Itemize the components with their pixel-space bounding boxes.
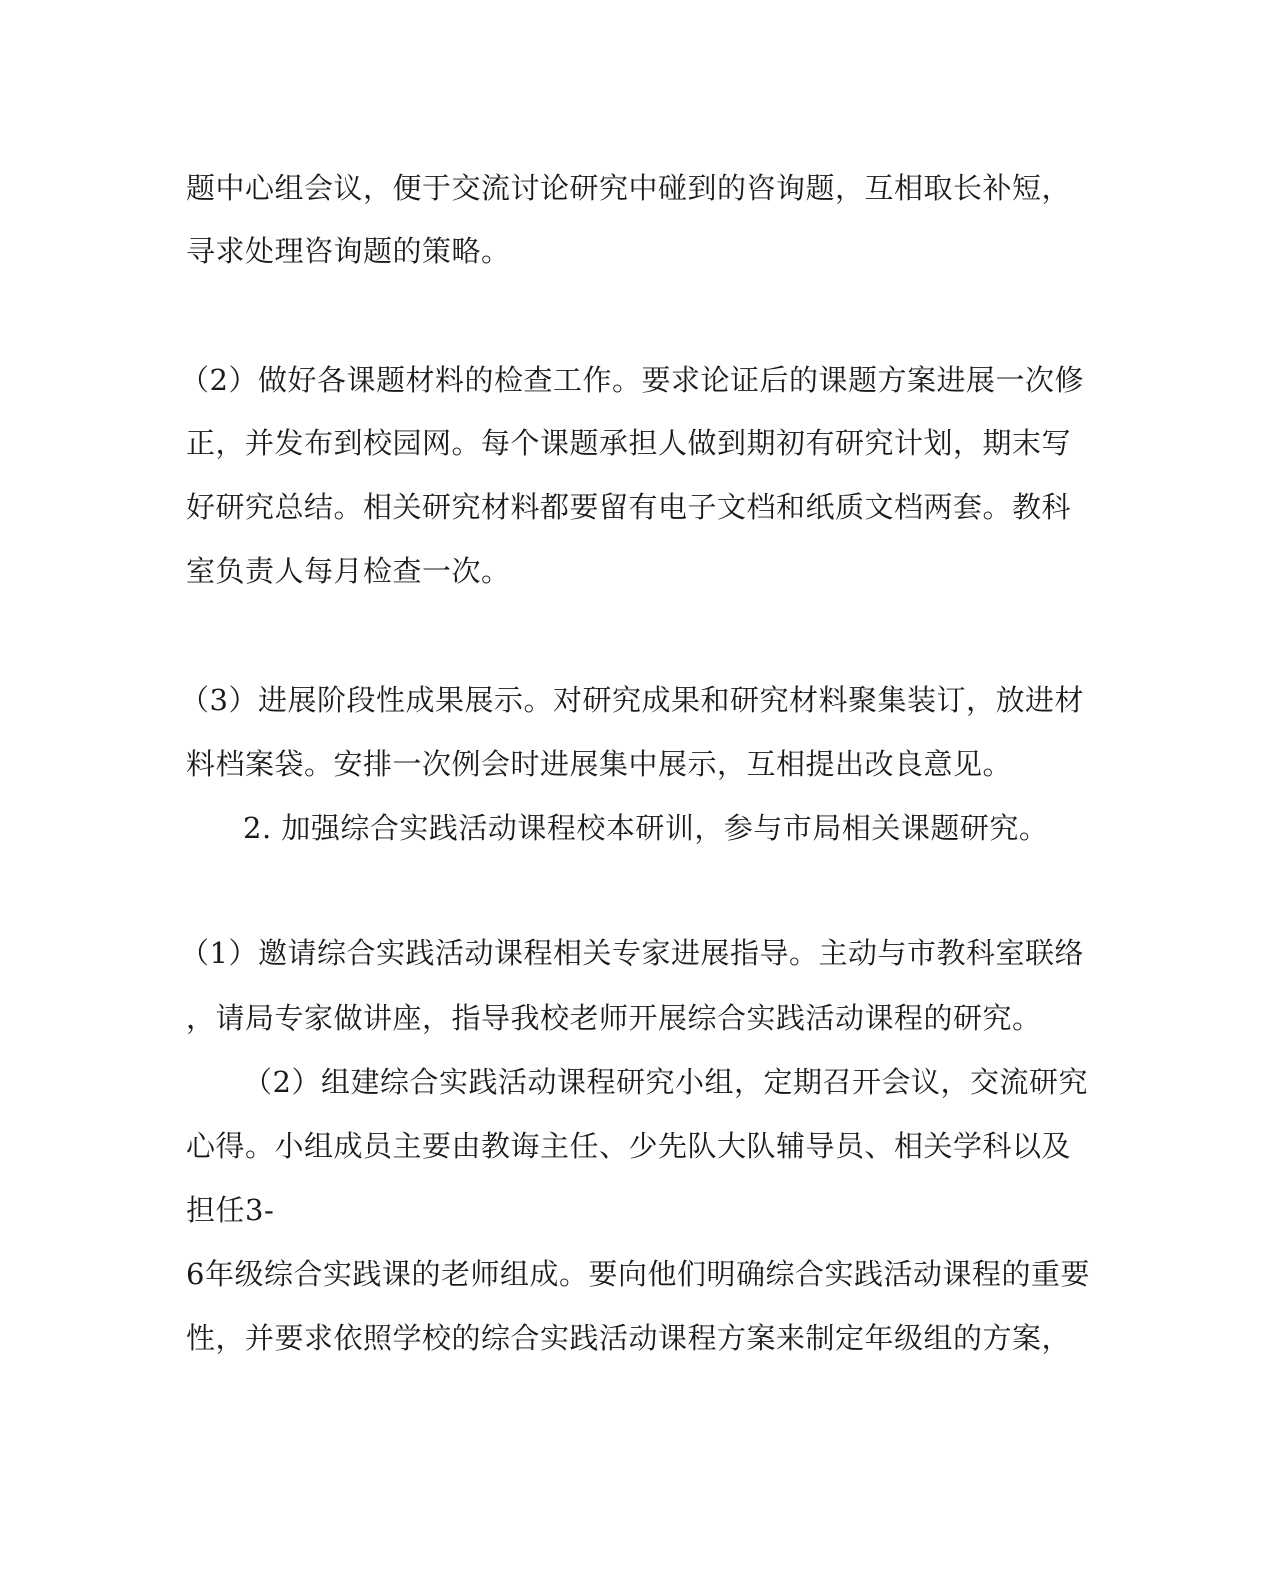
text-line: （2）做好各课题材料的检查工作。要求论证后的课题方案进展一次修 [180, 363, 1084, 397]
text-line: 好研究总结。相关研究材料都要留有电子文档和纸质文档两套。教科 [186, 490, 1072, 524]
text-line: 题中心组会议，便于交流讨论研究中碰到的咨询题，互相取长补短， [186, 171, 1072, 205]
text-line: （1）邀请综合实践活动课程相关专家进展指导。主动与市教科室联络 [180, 936, 1084, 970]
text-line: 寻求处理咨询题的策略。 [186, 234, 511, 268]
text-line: 心得。小组成员主要由教诲主任、少先队大队辅导员、相关学科以及 [186, 1129, 1072, 1163]
text-line: 正，并发布到校园网。每个课题承担人做到期初有研究计划，期末写 [186, 426, 1072, 460]
text-line: （3）进展阶段性成果展示。对研究成果和研究材料聚集装订，放进材 [180, 683, 1084, 717]
text-line: （2）组建综合实践活动课程研究小组，定期召开会议，交流研究 [243, 1065, 1088, 1099]
text-line: 性，并要求依照学校的综合实践活动课程方案来制定年级组的方案， [186, 1321, 1072, 1355]
text-line: 6年级综合实践课的老师组成。要向他们明确综合实践活动课程的重要 [186, 1257, 1090, 1291]
text-line: 室负责人每月检查一次。 [186, 554, 511, 588]
section-heading: 2. 加强综合实践活动课程校本研训，参与市局相关课题研究。 [243, 811, 1049, 845]
text-line: ，请局专家做讲座，指导我校老师开展综合实践活动课程的研究。 [186, 1001, 1042, 1035]
text-line: 料档案袋。安排一次例会时进展集中展示，互相提出改良意见。 [186, 747, 1013, 781]
text-line: 担任3- [186, 1193, 275, 1227]
